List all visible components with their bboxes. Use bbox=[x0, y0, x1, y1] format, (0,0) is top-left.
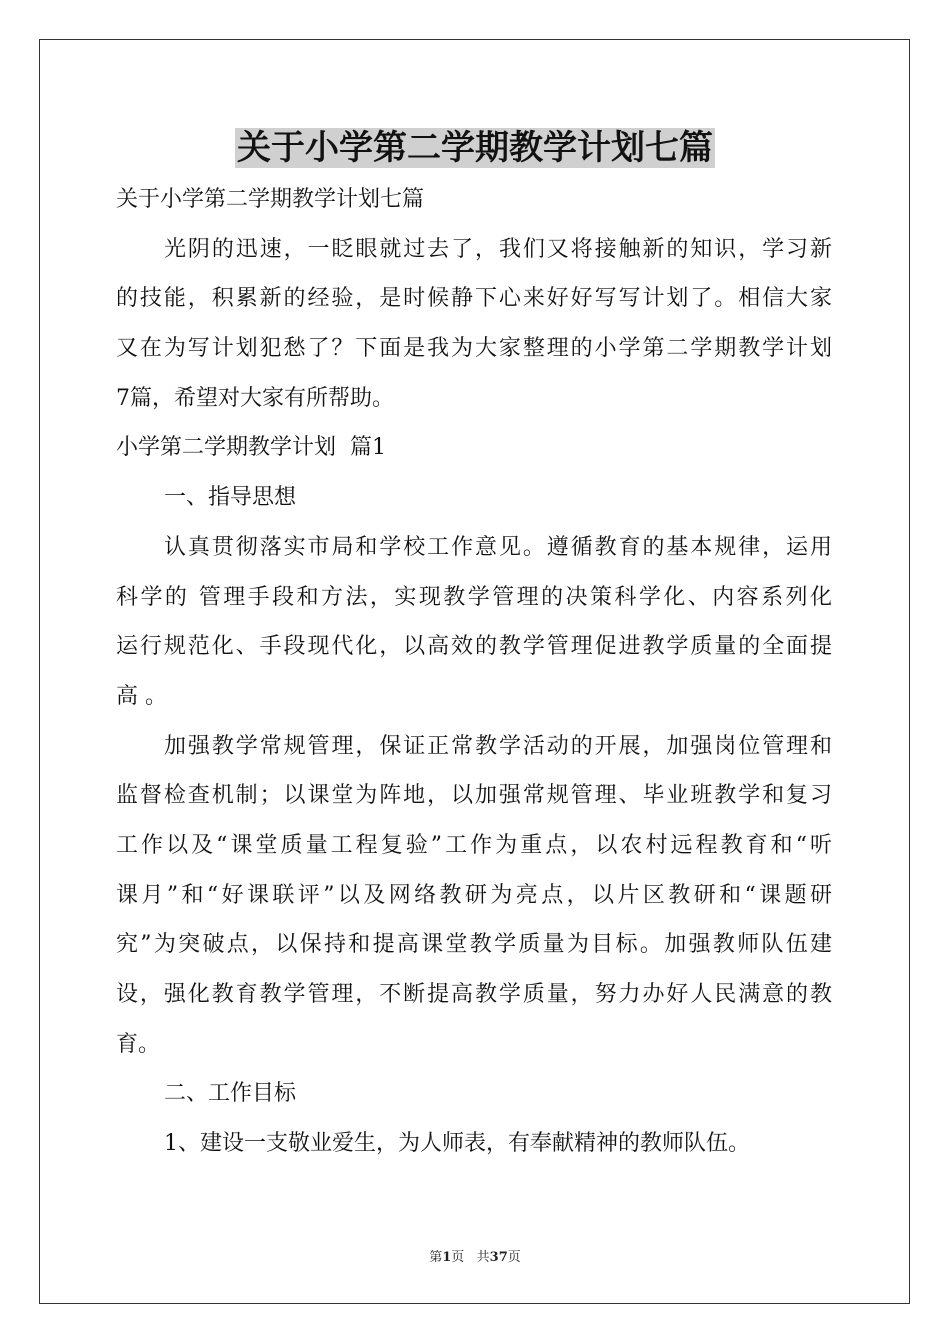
document-title bbox=[0, 124, 950, 172]
subsection-heading: 二、工作目标 bbox=[164, 1081, 297, 1107]
paragraph-line: 认真贯彻落实市局和学校工作意见。遵循教育的基本规律，运用 bbox=[164, 534, 832, 560]
page-footer bbox=[0, 1246, 950, 1265]
document-body bbox=[116, 178, 832, 1172]
paragraph-line: 科学的 管理手段和方法，实现教学管理的决策科学化、内容系列化 bbox=[116, 584, 832, 610]
paragraph-line: 又在为写计划犯愁了？下面是我为大家整理的小学第二学期教学计划 bbox=[116, 336, 832, 362]
document-title-text: 关于小学第二学期教学计划七篇 bbox=[237, 128, 713, 168]
footer-suffix: 页 bbox=[507, 1250, 521, 1265]
paragraph-line: 的技能，积累新的经验，是时候静下心来好好写写计划了。相信大家 bbox=[116, 286, 832, 312]
paragraph-line: 课月”和“好课联评”以及网络教研为亮点，以片区教研和“课题研 bbox=[116, 882, 832, 908]
paragraph-line: 究”为突破点，以保持和提高课堂教学质量为目标。加强教师队伍建 bbox=[116, 932, 832, 958]
footer-mid: 页 共 bbox=[451, 1250, 490, 1265]
footer-prefix: 第 bbox=[429, 1250, 443, 1265]
paragraph-line: 监督检查机制；以课堂为阵地，以加强常规管理、毕业班教学和复习 bbox=[116, 783, 832, 809]
section-heading: 小学第二学期教学计划 篇1 bbox=[116, 435, 386, 461]
paragraph-line: 育。 bbox=[116, 1031, 161, 1057]
paragraph-line: 加强教学常规管理，保证正常教学活动的开展，加强岗位管理和 bbox=[164, 733, 832, 759]
paragraph-line: 光阴的迅速，一眨眼就过去了，我们又将接触新的知识，学习新 bbox=[164, 236, 832, 262]
paragraph-line: 设，强化教育教学管理，不断提高教学质量，努力办好人民满意的教 bbox=[116, 982, 832, 1007]
paragraph-line: 7篇，希望对大家有所帮助。 bbox=[116, 385, 394, 411]
paragraph-line: 工作以及“课堂质量工程复验”工作为重点，以农村远程教育和“听 bbox=[116, 832, 832, 858]
subtitle-line: 关于小学第二学期教学计划七篇 bbox=[116, 187, 425, 212]
paragraph-line: 1、建设一支敬业爱生，为人师表，有奉献精神的教师队伍。 bbox=[164, 1131, 750, 1157]
subsection-heading: 一、指导思想 bbox=[164, 485, 297, 511]
paragraph-line: 高 。 bbox=[116, 683, 167, 709]
footer-total-pages: 37 bbox=[489, 1250, 508, 1265]
footer-page-number: 1 bbox=[442, 1250, 452, 1265]
paragraph-line: 运行规范化、手段现代化，以高效的教学管理促进教学质量的全面提 bbox=[116, 634, 832, 660]
